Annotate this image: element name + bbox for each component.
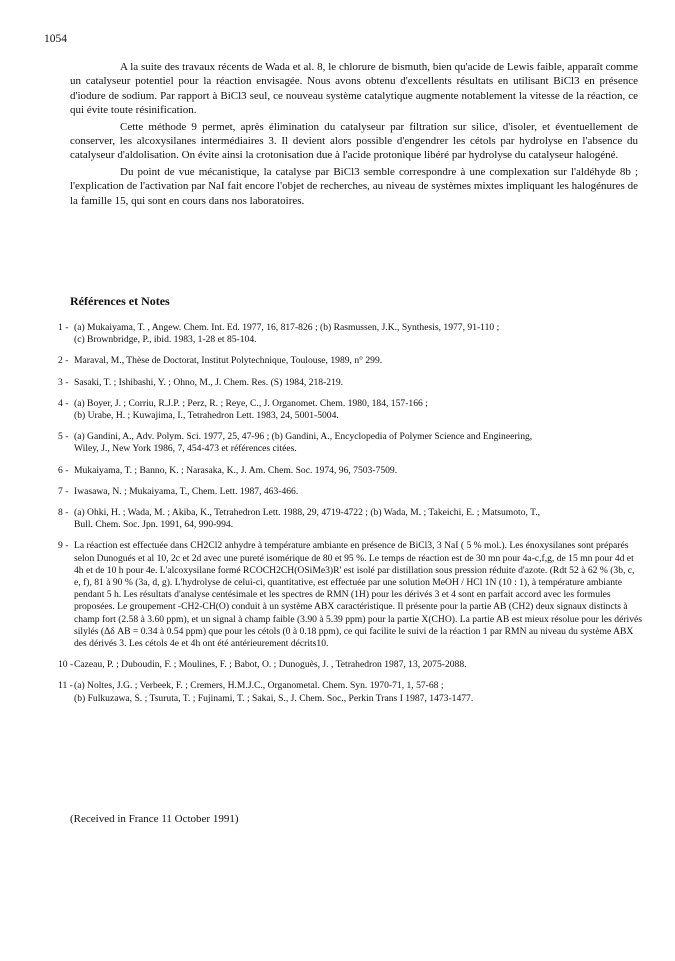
reference-number: 9 - (58, 540, 69, 552)
reference-line: Maraval, M., Thèse de Doctorat, Institut Polytechnique, Toulouse, 1989, n° 299. (74, 355, 383, 367)
reference-item (58, 659, 643, 671)
reference-line: Sasaki, T. ; Ishibashi, Y. ; Ohno, M., J. Chem. Res. (S) 1984, 218-219. (74, 376, 344, 388)
reference-number: 7 - (58, 485, 69, 497)
reference-item (58, 540, 643, 650)
reference-number: 5 - (58, 431, 69, 443)
reference-text (74, 355, 643, 367)
reference-text (74, 659, 643, 671)
reference-line: Bull. Chem. Soc. Jpn. 1991, 64, 990-994. (74, 519, 234, 531)
reference-text (74, 486, 643, 498)
reference-line: (b) Fulkuzawa, S. ; Tsuruta, T. ; Fujinami, T. ; Sakai, S., J. Chem. Soc., Perkin Trans I 1987, 1473-1477. (74, 692, 474, 704)
paragraph: Du point de vue mécanistique, la catalyse par BiCl3 semble correspondre à une complexation sur l'aldéhyde 8b ; l'explication de l'activation par NaI fait encore l'objet de recherches, au niveau de systèmes mixtes impliquant les halogénures de la famille 15, qui sont en cours dans nos laboratoires. (70, 165, 638, 207)
reference-line: (a) Ohki, H. ; Wada, M. ; Akiba, K., Tetrahedron Lett. 1988, 29, 4719-4722 ; (b) Wada, M. ; Takeichi, E. ; Matsumoto, T., (74, 507, 541, 519)
reference-item (58, 465, 643, 477)
reference-item (58, 680, 643, 704)
reference-number: 4 - (58, 397, 69, 409)
reference-number: 1 - (58, 322, 69, 333)
reference-text (74, 680, 643, 704)
reference-item (58, 486, 643, 498)
reference-number: 10 - (58, 659, 74, 671)
reference-text (74, 431, 643, 455)
reference-line: (a) Boyer, J. ; Corriu, R.J.P. ; Perz, R. ; Reye, C., J. Organomet. Chem. 1980, 184, 157-166 ; (74, 397, 428, 409)
reference-line: Cazeau, P. ; Duboudin, F. ; Moulines, F. ; Babot, O. ; Dunoguès, J. , Tetrahedron 1987, 13, 2075-2088. (74, 659, 467, 671)
references-list (58, 322, 643, 714)
reference-line: (a) Gandini, A., Adv. Polym. Sci. 1977, 25, 47-96 ; (b) Gandini, A., Encyclopedia of Polymer Science and Engineering, (74, 431, 533, 443)
page-number: 1054 (44, 33, 67, 45)
references-heading: Références et Notes (70, 294, 170, 308)
paragraph: A la suite des travaux récents de Wada et al. 8, le chlorure de bismuth, bien qu'acide de Lewis faible, apparaît comme un catalyseur potentiel pour la réaction envisagée. Nous avons obtenu d'excellents résultats en utilisant BiCl3 en présence d'iodure de sodium. Par rapport à BiCl3 seul, ce nouveau système catalytique augmente notablement la vitesse de la réaction, ce qui évite toute résinification. (70, 61, 638, 117)
reference-text (74, 398, 643, 422)
reference-number: 11 - (58, 680, 73, 692)
reference-line: La réaction est effectuée dans CH2Cl2 anhydre à température ambiante en présence de BiCl3, 3 NaI ( 5 % mol.). Les énoxysilanes sont préparés selon Dunogués et al 10, 2c et 2d avec une pureté isomérique de 80 et 95 %. Le temps de réaction est de 30 mn pour 4a-c,f,g, de 15 mn pour 4d et 4h et de 10 h pour 4e. L'alcoxysilane formé RCOCH2CH(OSiMe3)R' est isolé par distillation sous pression réduite d'azote. (Rdt 52 à 62 % (3b, c, e, f), 81 à 90 % (3a, d, g). L'hydrolyse de celui-ci, quantitative, est effectuée par une solution MeOH / HCl 1N (10 : 1), à température ambiante pendant 5 h. Les résultats d'analyse centésimale et les spectres de RMN (1H) pour les dérivés 3 et 4 sont en parfait accord avec les formules proposées. Le groupement -CH2-CH(O) conduit à un système ABX caractéristique. Il présente pour la partie AB (CH2) deux signaux distincts à champ fort (2.58 à 3.60 ppm), et un signal à champ faible (3.90 à 5.39 ppm) pour la partie X(CHO). La partie AB est mieux résolue pour les dérivés silylés (Δδ AB = 0.34 à 0.54 ppm) que pour les cétols (0 à 0.18 ppm), ce qui facilite le suivi de la réaction 1 par RMN au niveau du système ABX des dérivés 3. Les cétols 4e et 4h ont été antérieurement décrits10. (74, 540, 643, 650)
received-date: (Received in France 11 October 1991) (70, 813, 239, 825)
reference-text (74, 377, 643, 389)
reference-item (58, 355, 643, 367)
reference-line: (a) Mukaiyama, T. , Angew. Chem. Int. Ed. 1977, 16, 817-826 ; (b) Rasmussen, J.K., Synthesis, 1977, 91-110 ; (74, 322, 500, 333)
reference-item (58, 431, 643, 455)
body-text (70, 60, 638, 210)
reference-line: (b) Urabe, H. ; Kuwajima, I., Tetrahedron Lett. 1983, 24, 5001-5004. (74, 410, 339, 422)
reference-text (74, 322, 643, 346)
reference-line: Mukaiyama, T. ; Banno, K. ; Narasaka, K., J. Am. Chem. Soc. 1974, 96, 7503-7509. (74, 464, 398, 476)
reference-number: 3 - (58, 376, 69, 388)
reference-item (58, 507, 643, 531)
reference-line: (c) Brownbridge, P., ibid. 1983, 1-28 et 85-104. (74, 334, 257, 346)
reference-number: 6 - (58, 464, 69, 476)
reference-line: (a) Noltes, J.G. ; Verbeek, F. ; Cremers, H.M.J.C., Organometal. Chem. Syn. 1970-71, 1, 57-68 ; (74, 680, 444, 692)
reference-item (58, 322, 643, 346)
reference-number: 8 - (58, 507, 69, 519)
reference-text (74, 540, 643, 650)
reference-item (58, 398, 643, 422)
paragraph: Cette méthode 9 permet, après élimination du catalyseur par filtration sur silice, d'isoler, et éventuellement de conserver, les alcoxysilanes intermédiaires 3. Il devient alors possible d'engendrer les cétols par hydrolyse en l'absence du catalyseur d'aldolisation. On évite ainsi la crotonisation due à l'acide protonique libéré par hydrolyse du catalyseur halogéné. (70, 120, 638, 162)
reference-text (74, 507, 643, 531)
reference-line: Wiley, J., New York 1986, 7, 454-473 et références citées. (74, 443, 297, 455)
reference-line: Iwasawa, N. ; Mukaiyama, T., Chem. Lett. 1987, 463-466. (74, 485, 299, 497)
reference-item (58, 377, 643, 389)
reference-number: 2 - (58, 355, 69, 367)
reference-text (74, 465, 643, 477)
